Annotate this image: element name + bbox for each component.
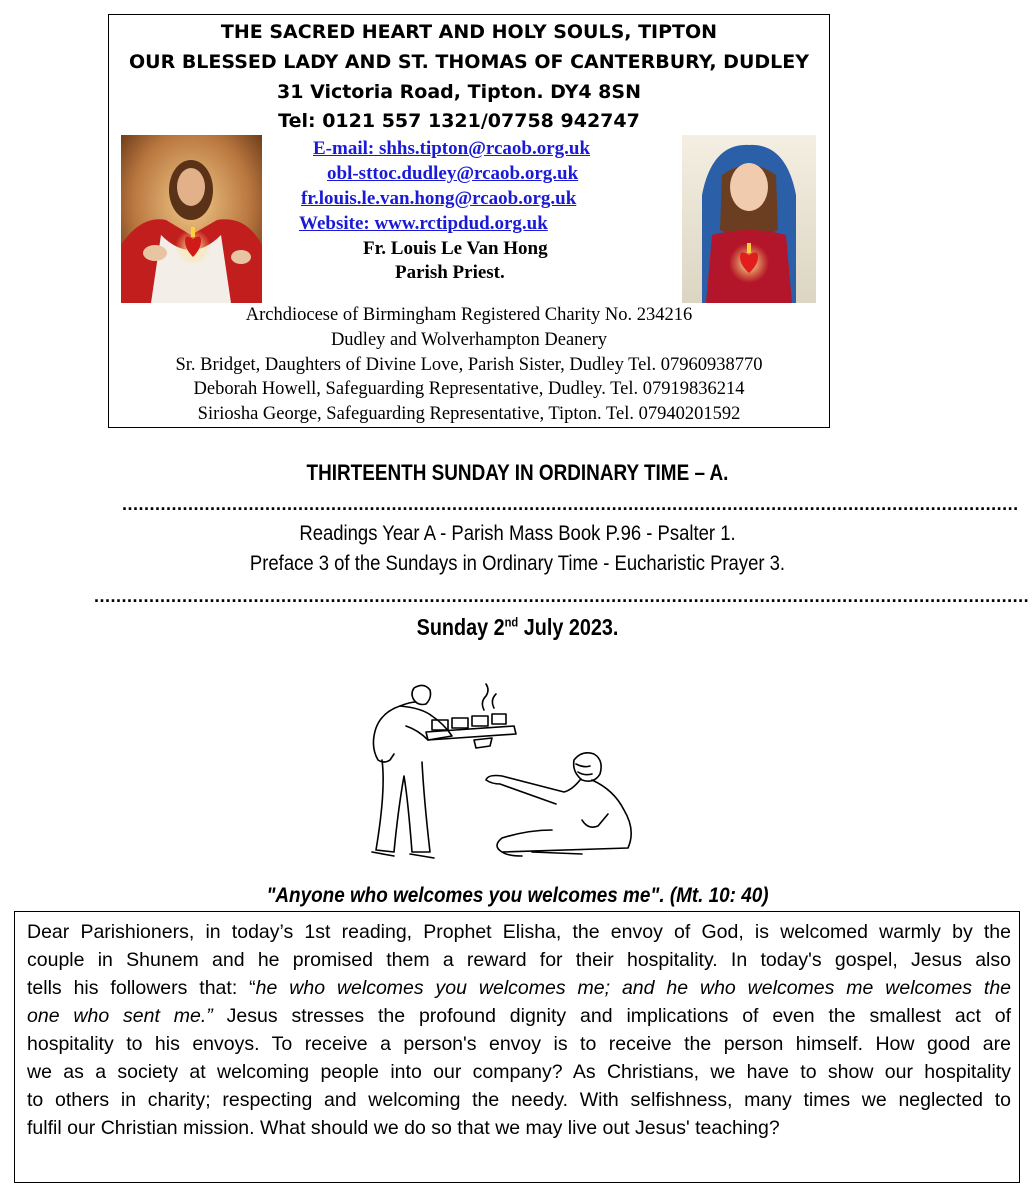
parish-name-tipton: THE SACRED HEART AND HOLY SOULS, TIPTON bbox=[220, 21, 718, 43]
message-line: to others in charity; respecting and welcoming the needy. With selfishness, many times we neglected to bbox=[27, 1089, 1011, 1111]
sacred-heart-jesus-image bbox=[121, 135, 262, 303]
message-line: fulfil our Christian mission. What should we do so that we may live out Jesus' teaching? bbox=[27, 1117, 780, 1139]
website-link[interactable]: Website: www.rctipdud.org.uk bbox=[299, 213, 548, 234]
immaculate-heart-mary-image bbox=[682, 135, 816, 303]
liturgy-title: THIRTEENTH SUNDAY IN ORDINARY TIME – A. bbox=[306, 460, 729, 485]
message-quote-italic: one who sent me.” bbox=[27, 1005, 213, 1027]
readings-line-1: Readings Year A - Parish Mass Book P.96 - Psalter 1. bbox=[299, 522, 736, 545]
welcome-illustration bbox=[352, 680, 652, 870]
message-quote-italic: he who welcomes you welcomes me; and he who welcomes me welcomes the bbox=[255, 977, 1012, 999]
charity-number: Archdiocese of Birmingham Registered Charity No. 234216 bbox=[245, 305, 693, 325]
date-month-year: July 2023. bbox=[518, 614, 619, 640]
parish-telephone: Tel: 0121 557 1321/07758 942747 bbox=[278, 110, 640, 132]
parish-message-box bbox=[14, 911, 1020, 1183]
message-line bbox=[27, 974, 1011, 1002]
email-link-priest[interactable]: fr.louis.le.van.hong@rcaob.org.uk bbox=[301, 188, 577, 209]
parish-address: 31 Victoria Road, Tipton. DY4 8SN bbox=[277, 81, 641, 103]
parish-message bbox=[27, 918, 1011, 1142]
message-text: Jesus stresses the profound dignity and implications of even the smallest act of bbox=[212, 1005, 1012, 1027]
message-line: we as a society at welcoming people into our company? As Christians, we have to show our hospitality bbox=[27, 1061, 1011, 1083]
dotted-divider-bottom: .......................................................................................................................................................................... bbox=[94, 586, 1030, 606]
message-line: hospitality to his envoys. To receive a person's envoy is to receive the person himself. How good are bbox=[27, 1033, 1011, 1055]
message-line: couple in Shunem and he promised them a reward for their hospitality. In today's gospel, Jesus also bbox=[27, 949, 1011, 971]
email-link-dudley[interactable]: obl-sttoc.dudley@rcaob.org.uk bbox=[327, 163, 579, 184]
date-day: Sunday 2 bbox=[416, 614, 505, 640]
email-link-tipton[interactable]: E-mail: shhs.tipton@rcaob.org.uk bbox=[313, 138, 591, 159]
mass-date bbox=[72, 614, 962, 641]
message-line: Dear Parishioners, in today’s 1st reading, Prophet Elisha, the envoy of God, is welcomed warmly by the bbox=[27, 921, 1011, 943]
date-ordinal: nd bbox=[504, 614, 519, 630]
dotted-divider-top: ................................................................................................................................................................... bbox=[122, 494, 1019, 514]
deanery: Dudley and Wolverhampton Deanery bbox=[330, 330, 608, 350]
message-line bbox=[27, 1002, 1011, 1030]
gospel-quote: "Anyone who welcomes you welcomes me". (Mt. 10: 40) bbox=[266, 884, 769, 907]
parish-header bbox=[108, 14, 830, 428]
safeguarding-tipton: Siriosha George, Safeguarding Representative, Tipton. Tel. 07940201592 bbox=[197, 404, 741, 424]
priest-name: Fr. Louis Le Van Hong bbox=[363, 238, 548, 259]
message-text: tells his followers that: “ bbox=[27, 977, 256, 999]
priest-title: Parish Priest. bbox=[395, 262, 505, 283]
parish-sister: Sr. Bridget, Daughters of Divine Love, Parish Sister, Dudley Tel. 07960938770 bbox=[175, 355, 763, 375]
parish-name-dudley: OUR BLESSED LADY AND ST. THOMAS OF CANTERBURY, DUDLEY bbox=[129, 51, 809, 73]
readings-line-2: Preface 3 of the Sundays in Ordinary Time - Eucharistic Prayer 3. bbox=[249, 552, 786, 575]
safeguarding-dudley: Deborah Howell, Safeguarding Representative, Dudley. Tel. 07919836214 bbox=[193, 379, 745, 399]
